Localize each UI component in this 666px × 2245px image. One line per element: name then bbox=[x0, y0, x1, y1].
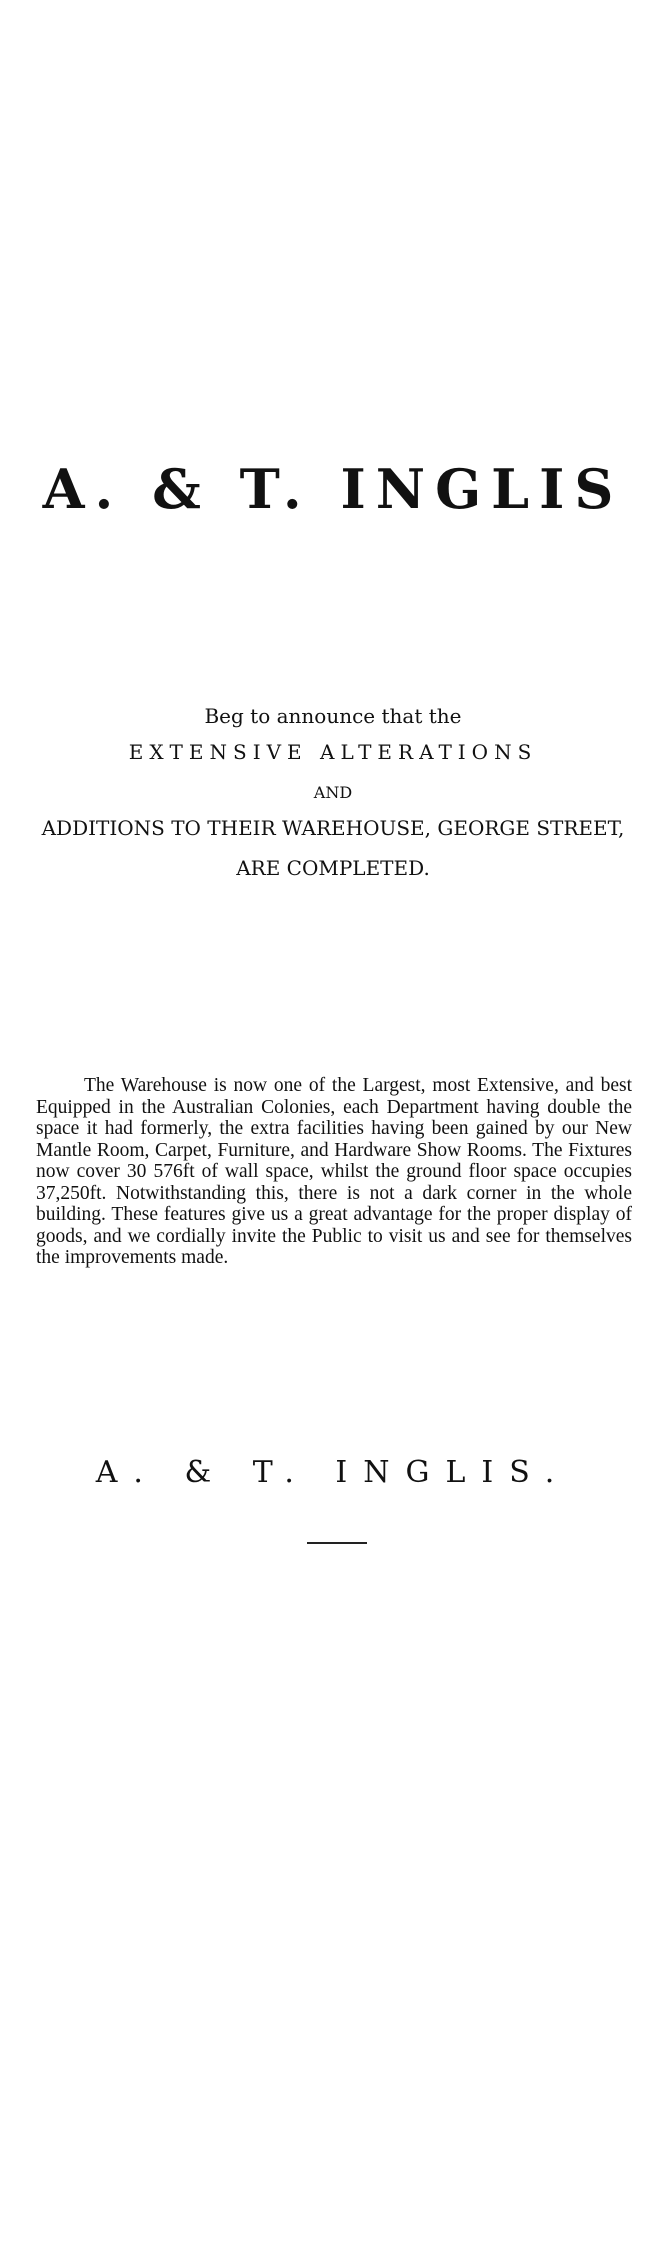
announcement-headline-1: EXTENSIVE ALTERATIONS bbox=[128, 740, 538, 764]
announcement-and: AND bbox=[313, 783, 353, 802]
signature: A. & T. INGLIS. bbox=[95, 1455, 571, 1490]
section-divider bbox=[307, 1542, 367, 1544]
announcement-headline-2: ADDITIONS TO THEIR WAREHOUSE, GEORGE STREET, bbox=[41, 816, 625, 840]
company-title: A. & T. INGLIS bbox=[42, 457, 624, 521]
announcement-headline-3: ARE COMPLETED. bbox=[236, 856, 430, 880]
body-paragraph: The Warehouse is now one of the Largest, most Extensive, and best Equipped in the Australian Colonies, each Department having double the space it had formerly, the extra facilities having been gained by our New Mantle Room, Carpet, Furniture, and Hardware Show Rooms. The Fixtures now cover 30 576ft of wall space, whilst the ground floor space occupies 37,250ft. Notwithstanding this, there is not a dark corner in the whole building. These features give us a great advantage for the proper display of goods, and we cordially invite the Public to visit us and see for themselves the improvements made. bbox=[36, 1075, 632, 1268]
announcement-intro: Beg to announce that the bbox=[204, 704, 462, 728]
